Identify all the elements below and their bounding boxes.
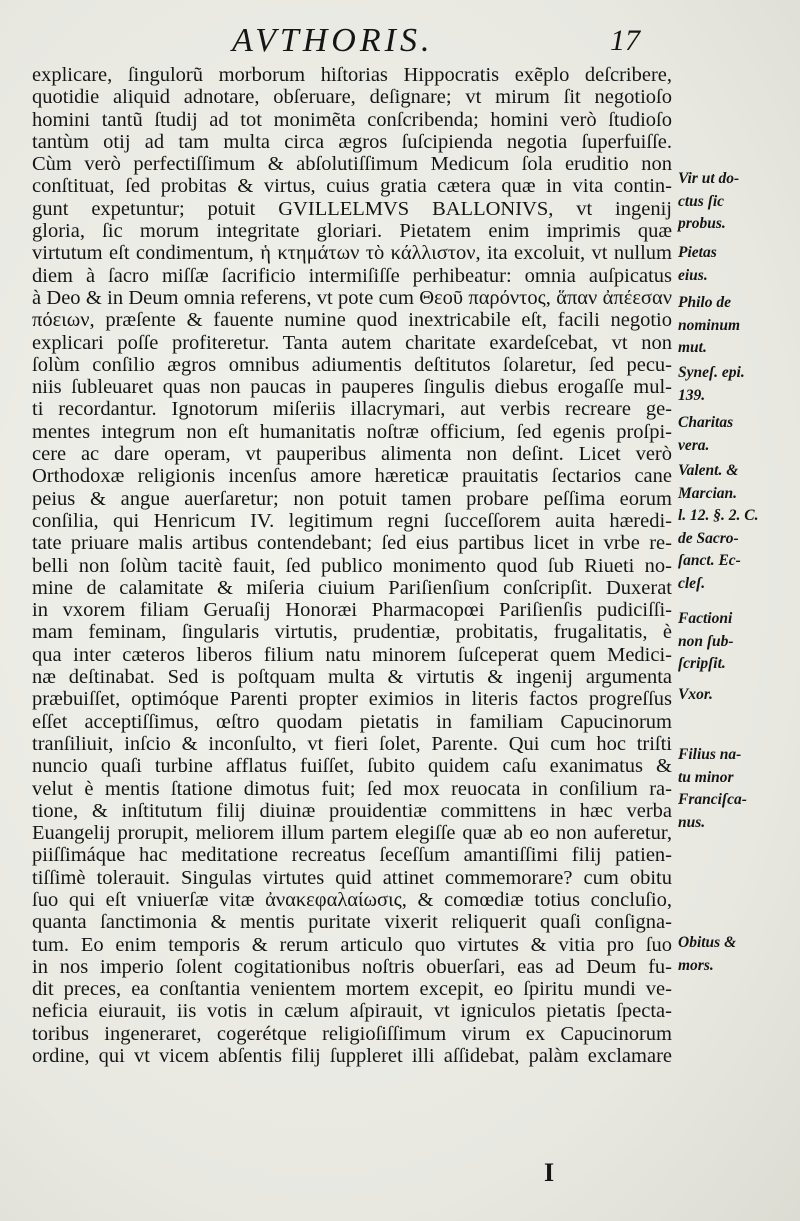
margin-note (678, 412, 796, 457)
margin-note-line: cleſ. (678, 574, 706, 592)
margin-note-line: Pietas (678, 244, 717, 261)
text-line: tantùm otij ad tam multa circa ægros ſuſcipienda negotia ſuperfuiſſe. (32, 130, 672, 153)
text-line: à Deo & in Deum omnia referens, vt pote cum Θεοῦ παρόντος, ἅπαν ἀπέεσαν (32, 286, 672, 309)
margin-note-line: mut. (678, 339, 707, 356)
margin-note (678, 362, 796, 407)
text-line: mine de calamitate & miſeria ciuium Pariſienſium conſcripſit. Duxerat (32, 576, 672, 599)
margin-note-line: Valent. & (678, 462, 739, 479)
running-title: AVTHORIS. (232, 22, 434, 59)
text-line: præbuiſſet, optimóque Parenti propter eximios in literis factos progreſſus (32, 688, 672, 711)
margin-note-line: de Sacro- (678, 529, 739, 547)
text-line: Cùm verò perfectiſſimum & abſolutiſſimum Medicum ſola eruditio non (32, 153, 672, 176)
text-line: ti recordantur. Ignotorum miſeriis illacrymari, aut verbis recreare ge- (32, 398, 672, 421)
text-line: ordine, qui vt vicem abſentis filij ſuppleret illi aſſidebat, palàm exclamare (32, 1045, 672, 1068)
margin-note-line: Marcian. (678, 484, 737, 502)
text-line: Euangelij prorupit, meliorem illum partem elegiſſe quæ ab eo non auferetur, (32, 822, 672, 845)
margin-note-line: tu minor (678, 768, 734, 786)
margin-note (678, 684, 796, 707)
margin-note (678, 460, 796, 595)
main-text-block (32, 64, 672, 1067)
margin-note-line: nus. (678, 813, 706, 831)
text-line: eſſet acceptiſſimus, œſtro quodam pietatis in familiam Capucinorum (32, 710, 672, 733)
text-line: qua inter cæteros liberos filium natu minorem ſuſceperat quem Medici- (32, 643, 672, 666)
text-line: conſtituat, ſed probitas & virtus, cuius gratia cætera quæ in vita contin- (32, 175, 672, 198)
margin-note-line: Vir ut do- (678, 170, 740, 187)
margin-note-line: Philo de (678, 294, 731, 311)
margin-note (678, 168, 796, 236)
margin-note (678, 242, 796, 287)
margin-note (678, 608, 796, 676)
text-line: explicare, ſingulorũ morborum hiſtorias Hippocratis exẽplo deſcribere, (32, 64, 672, 86)
text-line: explicari poſſe profiteretur. Tanta autem charitate exardeſcebat, vt non (32, 331, 672, 354)
text-line: mam feminam, ſingularis virtutis, prudentiæ, probitatis, frugalitatis, è (32, 621, 672, 644)
margin-note-line: mors. (678, 956, 714, 974)
text-line: πόειων, præſente & fauente numine quod inextricabile eſt, facili negotio (32, 309, 672, 332)
text-line: quotidie aliquid adnotare, obſeruare, deſignare; vt mirum ſit negotioſo (32, 86, 672, 109)
margin-note-line: Charitas (678, 414, 734, 431)
text-line: piiſſimáque hac meditatione recreatus ſeceſſum amantiſſimi filij patien- (32, 844, 672, 867)
text-line: mentes integrum non eſt humanitatis noſtræ officium, ſed egenis proſpi- (32, 420, 672, 443)
text-line: gunt expetuntur; potuit GVILLELMVS BALLONIVS, vt ingenij (32, 197, 672, 220)
margin-note-line: nominum (678, 316, 741, 334)
catchword: I (544, 1158, 555, 1187)
text-line: tranſiliuit, inſcio & inconſulto, vt fieri ſolet, Parente. Qui cum hoc triſti (32, 732, 672, 755)
text-line: homini tantũ ſtudij ad tot monimẽta conſcribenda; homini verò ſtudioſo (32, 108, 672, 131)
margin-note-line: Franciſca- (678, 791, 747, 808)
running-head (0, 20, 800, 64)
text-line: ſuo qui eſt vniuerſæ vitæ ἀνακεφαλαίωσις, & comœdiæ totius concluſio, (32, 888, 672, 911)
margin-note (678, 932, 796, 977)
text-line: Orthodoxæ religionis incenſus amore hæreticæ prauitatis ſectarios cane (32, 465, 672, 488)
margin-note (678, 744, 796, 834)
text-line: tum. Eo enim temporis & rerum articulo quo virtutes & vitia pro ſuo (32, 933, 672, 956)
text-line: diem à ſacro miſſæ ſacrificio intermiſiſſe perhibeatur: omnia auſpicatus (32, 264, 672, 287)
text-line: belli non ſolùm tacitè fauit, ſed publico monimento quod ſub Riueti no- (32, 554, 672, 577)
margin-note-line: Factioni (678, 610, 733, 627)
text-line: in vxorem filiam Geruaſij Honoræi Pharmacopœi Pariſienſis pudiciſſi- (32, 599, 672, 622)
text-line: næ deſtinabat. Sed is poſtquam multa & virtutis & ingenij argumenta (32, 666, 672, 689)
text-line: cere ac dare operam, vt pauperibus alimenta non deſint. Licet verò (32, 443, 672, 466)
text-line: ſolùm conſilio ægros omnibus adiumentis deſtitutos ſolaretur, ſed pecu- (32, 353, 672, 376)
text-line: quanta ſanctimonia & mentis puritate vixerit reliquerit quaſi conſigna- (32, 911, 672, 934)
margin-note-line: Vxor. (678, 686, 713, 703)
margin-note-line: non ſub- (678, 632, 734, 650)
text-line: tate priuare malis artibus contendebant; ſed eius partibus licet in vrbe re- (32, 532, 672, 555)
text-line: nuncio quaſi turbine afflatus fuiſſet, ſubito quidem caſu exanimatus & (32, 755, 672, 778)
margin-note-line: ctus ſic (678, 192, 725, 210)
text-line: neficia eiurauit, iis votis in cælum aſpirauit, vt igniculos pietatis ſpecta- (32, 1000, 672, 1023)
margin-note-line: probus. (678, 215, 726, 232)
margin-note (678, 292, 796, 360)
margin-note-line: l. 12. §. 2. C. (678, 507, 759, 524)
text-line: tiſſimè tolerauit. Singulas virtutes quid attinet commemorare? cum obitu (32, 866, 672, 889)
text-line: niis ſubleuaret quas non paucas in pauperes ſingulis diebus erogaſſe mul- (32, 376, 672, 399)
text-line: virtutum eſt condimentum, ἡ κτημάτων τὸ κάλλιστον, ita excoluit, vt nullum (32, 242, 672, 265)
margin-note-line: Obitus & (678, 934, 737, 951)
margin-note-line: Syneſ. epi. (678, 364, 745, 381)
margin-note-line: 139. (678, 386, 706, 404)
text-line: tione, & inſtitutum filij diuinæ prouidentiæ committens in hæc verba (32, 799, 672, 822)
text-line: toribus ingeneraret, cogerétque religioſiſſimum virum ex Capucinorum (32, 1022, 672, 1045)
page-number: 17 (610, 24, 640, 57)
margin-note-line: Filius na- (678, 746, 742, 763)
text-line: gloria, ſic morum integritate gloriari. Pietatem enim imprimis quæ (32, 220, 672, 243)
text-line: dit preces, ea conſtantia venientem mortem excepit, eo ſpiritu mundi ve- (32, 978, 672, 1001)
margin-note-line: eius. (678, 266, 708, 284)
text-line: velut è mentis ſtatione dimotus fuit; ſed mox reuocata in conſilium ra- (32, 777, 672, 800)
text-line: in nos imperio ſolent cogitationibus noſtris obuerſari, eas ad Deum fu- (32, 955, 672, 978)
margin-note-line: ſcripſit. (678, 655, 726, 672)
margin-note-line: ſanct. Ec- (678, 552, 741, 569)
text-line: conſilia, qui Henricum IV. legitimum regni ſucceſſorem auita hæredi- (32, 509, 672, 532)
text-line: peius & angue auerſaretur; non potuit tamen probare peſſima eorum (32, 487, 672, 510)
margin-note-line: vera. (678, 436, 710, 454)
